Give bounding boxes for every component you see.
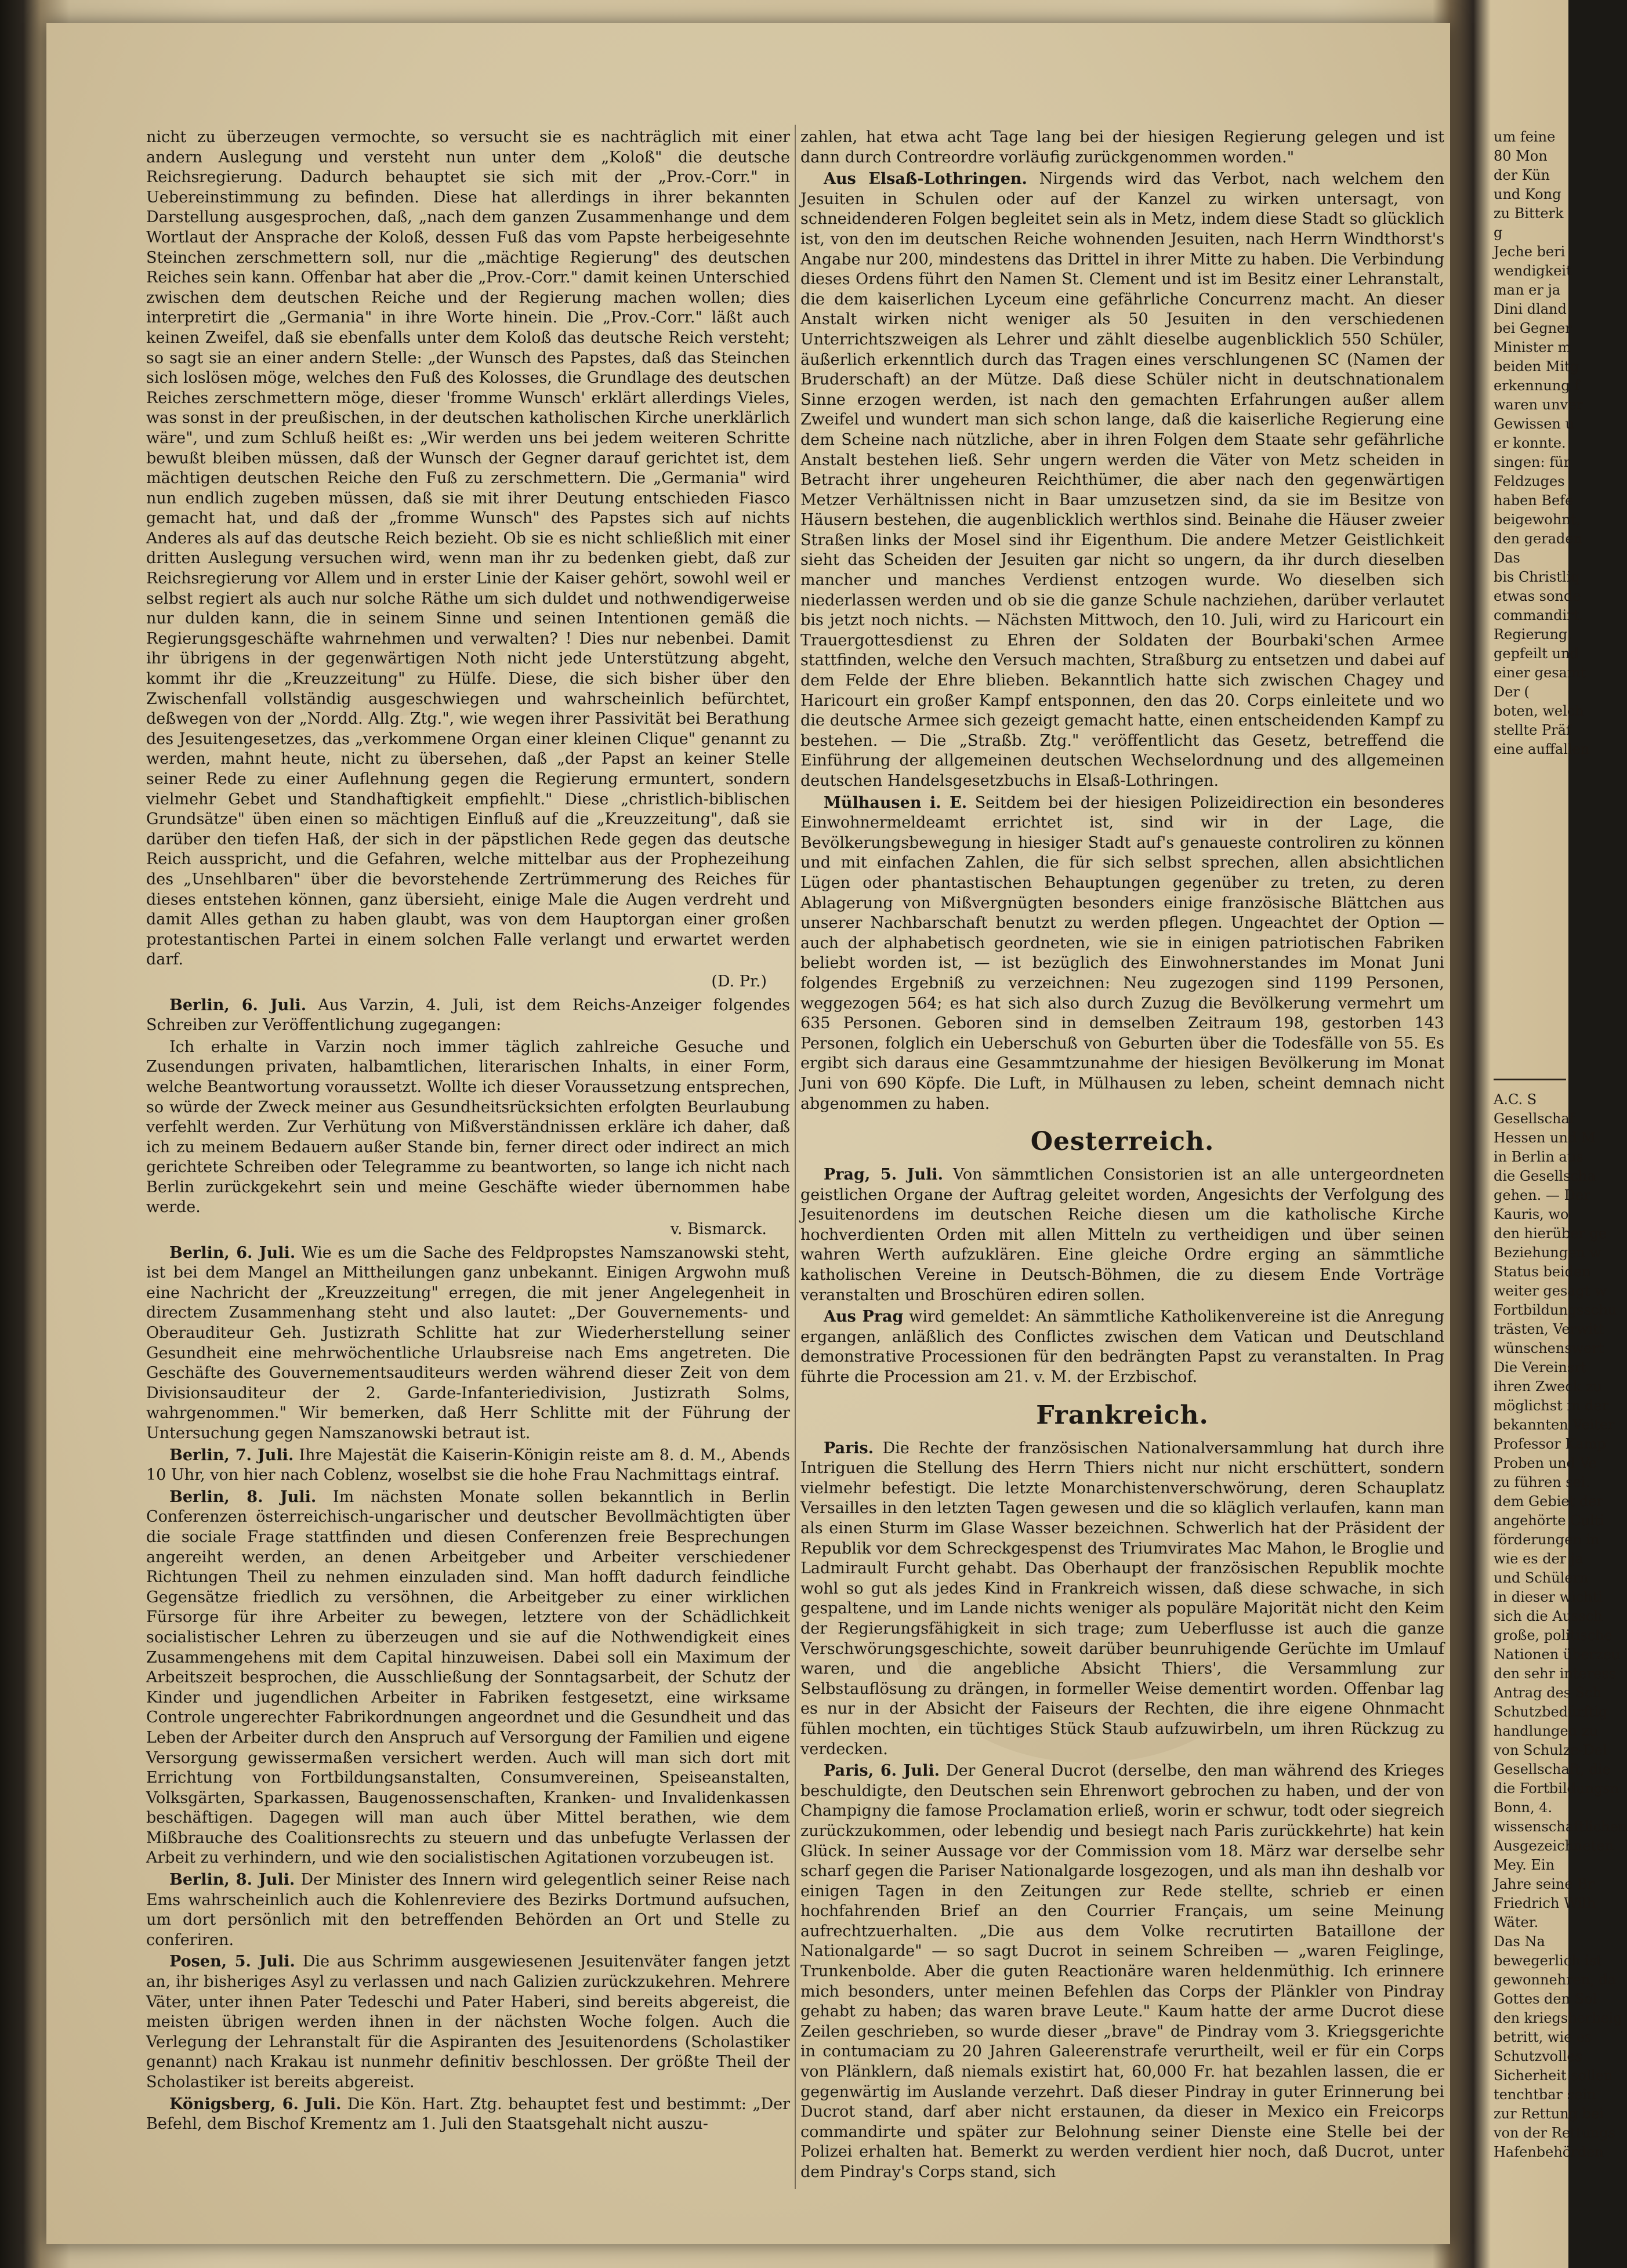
paragraph-text: wird gemeldet: An sämmtliche Katholikenvereine ist die Anregung ergangen, anläßlich des Conflictes zwischen dem Vatican und Deutschland demonstrative Processionen für den bedrängten Papst zu veranstalten. In Prag führte die Procession am 21. v. M. der Erzbischof. [800, 1308, 1444, 1387]
article-paragraph [800, 1307, 1444, 1387]
dateline: Posen, 5. Juli. [169, 1953, 295, 1971]
article-paragraph [800, 128, 1444, 168]
edge-text-line: Professor Kamp [1494, 1436, 1606, 1452]
edge-text-line: Ausgezeichneten [1494, 1838, 1614, 1854]
dateline: Berlin, 8. Juli. [169, 1487, 317, 1506]
edge-text-line: Schutzvolles [1494, 2048, 1582, 2064]
edge-text-line: wissenschaftlichen [1494, 1819, 1627, 1835]
edge-text-line: beiden Mitg [1494, 358, 1579, 375]
edge-text-line: bei Gegner [1494, 320, 1572, 336]
dateline: Berlin, 6. Juli. [169, 1243, 296, 1262]
edge-text-line: den kriegsherbeig [1494, 2010, 1622, 2026]
edge-text-line: wünschenswert [1494, 1340, 1604, 1356]
article-paragraph [146, 1487, 790, 1868]
edge-text-line: sich die Aussch [1494, 1608, 1603, 1624]
edge-text-line: Dini dland [1494, 301, 1567, 317]
edge-text-line: bewegerlich ist [1494, 1953, 1602, 1969]
paragraph-text: Der Minister des Innern wird gelegentlich seiner Reise nach Ems wahrscheinlich auch die Kohlenreviere des Bezirks Dortmund aufsuchen, um dort persönlich mit den betreffenden Behörden an Ort und Stelle zu conferiren. [146, 1871, 790, 1949]
edge-text-line: commandirt. [1494, 607, 1583, 623]
edge-text-line: Friedrich Wilh [1494, 1895, 1596, 1911]
edge-text-line: Antrag des Sch [1494, 1685, 1602, 1701]
article-paragraph [146, 1870, 790, 1950]
edge-text-line: wendigkeit [1494, 263, 1572, 279]
edge-text-line: man er ja [1494, 282, 1561, 298]
middle-column [800, 128, 1444, 2184]
edge-text-line: boten, welch [1494, 703, 1584, 719]
dateline: Paris, 6. Juli. [824, 1762, 940, 1780]
edge-text-line: Das [1494, 550, 1520, 566]
paragraph-text: Wie es um die Sache des Feldpropstes Namszanowski steht, ist bei dem Mangel an Mittheilungen ganz unbekannt. Einigen Argwohn muß eine Nachricht der „Kreuzzeitung" erregen, die mit jener Angelegenheit in directem Zusammenhang steht und also lautet: „Der Gouvernements- und Oberauditeur Geh. Justizrath Schlitte hat zur Wiederherstellung seiner Gesundheit eine mehrwöchentliche Urlaubsreise nach Ems angetreten. Die Geschäfte des Gouvernementsauditeurs werden während dieser Zeit von dem Divisionsauditeur der 2. Garde-Infanteriedivision, Justizrath Solms, wahrgenommen." Wir bemerken, daß Herr Schlitte mit der Führung der Untersuchung gegen Namszanowski betraut ist. [146, 1243, 790, 1442]
edge-text-line: von der Rettungs [1494, 2125, 1615, 2141]
edge-text-line: große, politische [1494, 1627, 1612, 1643]
edge-text-line: ihren Zweck zu [1494, 1378, 1603, 1395]
edge-text-line: Gewissen u [1494, 416, 1574, 432]
edge-text-line: trästen, Verwitt [1494, 1321, 1604, 1337]
edge-text-line: angehörte Culti [1494, 1512, 1605, 1529]
edge-text-line: tenchtbar sein [1494, 2086, 1596, 2103]
edge-text-line: gewonnehren, da [1494, 1972, 1617, 1988]
edge-text-line: gepfeilt und [1494, 645, 1579, 662]
edge-text-line: und Schülern [1494, 1570, 1589, 1586]
edge-text-line: wie es der ja [1494, 1551, 1583, 1567]
edge-text-line: handlungen zu [1494, 1723, 1598, 1739]
edge-text-line: förderungen in [1494, 1532, 1600, 1548]
edge-text-line: Fortbildungsschu [1494, 1302, 1617, 1318]
edge-text-line: weiter gesagt w [1494, 1283, 1607, 1299]
edge-text-line: Gesellschaf [1494, 1111, 1575, 1127]
edge-text-line: Status beiden [1494, 1264, 1591, 1280]
paragraph-text: Im nächsten Monate sollen bekanntlich in Berlin Conferenzen österreichisch-ungarischer und deutscher Bevollmächtigten über die sociale Frage stattfinden und diesen Conferenzen freie Besprechungen angereiht werden, an denen Arbeitgeber und Arbeiter verschiedener Richtungen Theil zu nehmen einzuladen sind. Man hofft dadurch feindliche Gegensätze friedlich zu versöhnen, die Arbeitgeber zu einer wirklichen Fürsorge für ihre Arbeiter zu bewegen, letztere von der Schädlichkeit socialistischer Lehren zu überzeugen und sie auf die Nothwendigkeit eines Zusammengehens mit dem Capital hinzuweisen. Dabei soll ein Maximum der Arbeitszeit besprochen, die Ausschließung der Sonntagsarbeit, der Schutz der Kinder und jugendlichen Arbeiter in Fabriken festgesetzt, eine wirksame Controle ungerechter Fabrikordnungen angeordnet und die Gesundheit und das Leben der Arbeiter durch den Anspruch auf Versorgung der Familien und eigene Versorgung gewissermaßen versichert werden. Auch will man sich dort mit Errichtung von Fortbildungsanstalten, Consumvereinen, Speiseanstalten, Volksgärten, Sparkassen, Baugenossenschaften, Kranken- und Invalidenkassen beschäftigen. Dagegen will man auch über Mittel berathen, wie dem Mißbrauche des Coalitionsrechts zu steuern und das unbefugte Verlassen der Arbeit zu verhindern, und wie den socialistischen Agitationen vorzubeugen ist. [146, 1487, 790, 1867]
edge-text-line: in dieser wichti [1494, 1589, 1603, 1605]
edge-text-line: beigewohnt, [1494, 511, 1581, 528]
edge-text-line: gehen. — Der [1494, 1187, 1590, 1203]
paragraph-text: Ich erhalte in Varzin noch immer täglich zahlreiche Gesuche und Zusendungen privaten, halbamtlichen, literarischen Inhalts, in einer Form, welche Beantwortung voraussetzt. Wollte ich dieser Voraussetzung entsprechen, so würde der Zweck meiner aus Gesundheitsrücksichten erfolgten Beurlaubung verfehlt werden. Zur Verhütung von Mißverständnissen erkläre ich daher, daß ich zu meinem Bedauern außer Stande bin, ferner direct oder indirect an mich gerichtete Schreiben oder Telegramme zu beantworten, so lange ich nicht nach Berlin zurückgekehrt sein und meine Geschäfte wieder übernommen habe werde. [146, 1037, 790, 1217]
dateline: Berlin, 7. Juli. [169, 1446, 294, 1464]
edge-text-line: Der ( [1494, 684, 1530, 700]
edge-text-line: den geraden [1494, 531, 1583, 547]
edge-text-line: Gesellschaft, die [1494, 1761, 1611, 1777]
edge-text-line: Gottes den Sol [1494, 1991, 1597, 2007]
edge-text-line: 80 Mon [1494, 148, 1548, 164]
edge-text-line: Minister m [1494, 339, 1571, 355]
edge-text-line: möglichst in der [1494, 1398, 1609, 1414]
edge-text-line: A.C. S [1494, 1091, 1537, 1108]
section-heading: Oesterreich. [1030, 1127, 1215, 1157]
paragraph-text: Ihre Majestät die Kaiserin-Königin reiste am 8. d. M., Abends 10 Uhr, von hier nach Coblenz, woselbst sie die hohe Frau Nachmittags eintraf. [146, 1446, 790, 1485]
edge-text-line: waren unver [1494, 397, 1583, 413]
edge-text-line: Jahre seine Br [1494, 1876, 1595, 1892]
edge-text-line: bis Christliq [1494, 569, 1580, 585]
dateline: Paris. [824, 1439, 874, 1457]
edge-text-line: er konnte. [1494, 435, 1566, 451]
paragraph-text: Die Rechte der französischen Nationalversammlung hat durch ihre Intriguen die Stellung des Herrn Thiers nicht nur nicht erschüttert, sondern vielmehr befestigt. Die letzte Monarchistenverschwörung, deren Schauplatz Versailles in den letzten Tagen gewesen und die so kläglich verlaufen, kann man als einen Sturm im Glase Wasser bezeichnen. Schwerlich hat der Präsident der Republik vor dem Schreckgespenst des Triumvirates Mac Mahon, le Broglie und Ladmirault Furcht gehabt. Das Oberhaupt der französischen Republik mochte wohl so gut als jedes Kind in Frankreich wissen, daß diese schwache, in sich gespaltene, und im Lande nichts weniger als populäre Majorität nicht den Keim der Regierungsfähigkeit in sich trage; zum Ueberflusse ist auch die ganze Verschwörungsgeschichte, soweit darüber beunruhigende Gerüchte im Umlauf waren, und die angebliche Absicht Thiers', die Versammlung zur Selbstauflösung zu drängen, in formeller Weise dementirt worden. Offenbar lag es nur in der Absicht der Faiseurs der Rechten, die ihre eigene Ohnmacht fühlen mochten, ein tüchtiges Stück Staub aufzuwirbeln, um ihren Rückzug zu verdecken. [800, 1439, 1444, 1758]
signature: v. Bismarck. [670, 1220, 767, 1239]
edge-text-line: die Gesellscha [1494, 1168, 1596, 1184]
section-heading: Frankreich. [1036, 1400, 1209, 1430]
edge-text-line: den sehr interess [1494, 1665, 1617, 1682]
paragraph-text: Aus Varzin, 4. Juli, ist dem Reichs-Anzeiger folgendes Schreiben zur Veröffentlichung zugegangen: [146, 996, 790, 1035]
edge-text-line: Kauris, wo [1494, 1206, 1569, 1222]
edge-text-line: singen: für [1494, 454, 1570, 470]
paragraph-text: Die aus Schrimm ausgewiesenen Jesuitenväter fangen jetzt an, ihr bisheriges Asyl zu verlassen und nach Galizien zurückzukehren. Mehrere Väter, unter ihnen Pater Tedeschi und Pater Haberi, sind bereits abgereist, die meisten übrigen werden ihnen in der nächsten Woche folgen. Auch die Verlegung der Lehranstalt für die Aspiranten des Jesuitenordens (Scholastiker genannt) nach Krakau ist nunmehr definitiv beschlossen. Der größte Theil der Scholastiker ist bereits abgereist. [146, 1953, 790, 2091]
edge-text-line: betritt, wie es [1494, 2029, 1592, 2045]
dateline: Berlin, 8. Juli. [169, 1871, 295, 1889]
edge-text-line: g [1494, 224, 1503, 241]
edge-text-line: Wäter. [1494, 1914, 1539, 1930]
article-paragraph [800, 169, 1444, 791]
edge-text-line: Feldzuges [1494, 473, 1565, 489]
edge-text-line: eine auffallen [1494, 741, 1590, 757]
edge-text-line: Bonn, 4. [1494, 1799, 1553, 1816]
article-paragraph [146, 1037, 790, 1218]
edge-text-line: von Schulze-Del [1494, 1742, 1607, 1758]
edge-text-line: zu Bitterk [1494, 205, 1564, 222]
edge-text-line: den hierüber ge [1494, 1225, 1607, 1242]
edge-text-line: Hessen und M [1494, 1130, 1596, 1146]
article-paragraph [146, 2095, 790, 2135]
paragraph-text: Seitdem bei der hiesigen Polizeidirection ein besonderes Einwohnermeldeamt errichtet ist, sind wir in der Lage, die Bevölkerungsbewegung in hiesiger Stadt auf's genaueste controliren zu können und mit einfachen Zahlen, die für sich selbst sprechen, allen absichtlichen Lügen oder phantastischen Behauptungen gegenüber zu treten, zu deren Ablagerung von Mißvergnügten besonders einige französische Blättchen aus unserer Nachbarschaft benutzt zu werden pflegen. Ungeachtet der Option — auch der alphabetisch geordneten, wie sie in einigen patriotischen Fabriken beliebt worden ist, — ist bezüglich des Einwohnerstandes im Monat Juni folgendes Ergebniß zu verzeichnen: Neu zugezogen sind 1199 Personen, weggezogen 564; es hat sich also durch Zuzug die Bevölkerung vermehrt um 635 Personen. Geboren sind in demselben Zeitraum 198, gestorben 143 Personen, folglich ein Ueberschuß von Geburten über die Todesfälle von 55. Es ergibt sich daraus eine Gesammtzunahme der hiesigen Bevölkerung im Monat Juni von 690 Köpfe. Die Luft, in Mülhausen zu leben, scheint demnach nicht abgenommen zu haben. [800, 793, 1444, 1113]
edge-text-line: erkennung f [1494, 378, 1580, 394]
edge-text-line: der Kün [1494, 167, 1550, 183]
dateline: Königsberg, 6. Juli. [169, 2095, 342, 2113]
column-rule [795, 125, 796, 2189]
edge-text-line: Das Na [1494, 1933, 1545, 1950]
right-page-edge-text [1494, 128, 1590, 759]
edge-text-line: Jeche beri [1494, 244, 1566, 260]
edge-text-line: bekannten Veiter [1494, 1417, 1615, 1433]
article-paragraph [146, 1446, 790, 1486]
edge-text-line: einer gesamt [1494, 665, 1586, 681]
article-paragraph [800, 1761, 1444, 2182]
article-paragraph [146, 128, 790, 970]
edge-text-line: Sicherheit sollen [1494, 2067, 1613, 2084]
right-page-edge-text-lower [1494, 1090, 1627, 2162]
edge-text-line: Die Vereinsrt [1494, 1359, 1587, 1376]
edge-text-line: etwas sonde [1494, 588, 1581, 604]
article-paragraph [146, 1243, 790, 1444]
paragraph-text: zahlen, hat etwa acht Tage lang bei der hiesigen Regierung gelegen und ist dann durch Contreordre vorläufig zurückgenommen worden." [800, 128, 1444, 166]
edge-text-line: in Berlin aus [1494, 1149, 1583, 1165]
article-paragraph [146, 1952, 790, 2092]
edge-text-line: Beziehungen w [1494, 1244, 1601, 1261]
signature: (D. Pr.) [711, 972, 767, 990]
paragraph-text: nicht zu überzeugen vermochte, so versucht sie es nachträglich mit einer andern Auslegung und versteht nun unter dem „Koloß" die deutsche Reichsregierung. Dadurch behauptet sie sich mit der „Prov.-Corr." in Uebereinstimmung zu befinden. Diese hat allerdings in ihrer bekannten Darstellung ausgesprochen, daß, „nach dem ganzen Zusammenhange und dem Wortlaut der Ansprache der Koloß, dessen Fuß das vom Papste herbeigesehnte Steinchen zerschmettern soll, nur die „mächtige Regierung" des deutschen Reiches sein kann. Offenbar hat aber die „Prov.-Corr." damit keinen Unterschied zwischen dem deutschen Reiche und der Regierung machen wollen; dies interpretirt die „Germania" in ihre Worte hinein. Die „Prov.-Corr." läßt auch keinen Zweifel, daß sie ebenfalls unter dem Koloß das deutsche Reich versteht; so sagt sie an einer andern Stelle: „der Wunsch des Papstes, daß das Steinchen sich loslösen möge, welches den Fuß des Kolosses, die Grundlage des deutschen Reiches zerschmettern möge, dieser 'fromme Wunsch' erklärt allerdings Vieles, was sonst in der preußischen, in der deutschen katholischen Kirche unerklärlich wäre", und zum Schluß heißt es: „Wir werden uns bei jedem weiteren Schritte bewußt bleiben müssen, daß der Wunsch der Gegner darauf gerichtet ist, dem mächtigen deutschen Reiche den Fuß zu zerschmettern. Die „Germania" wird nun endlich zugeben müssen, daß sie mit ihrer Deutung entschieden Fiasco gemacht hat, und daß der „fromme Wunsch" des Papstes sich auf nichts Anderes als auf das deutsche Reich bezieht. Ob sie es nicht schließlich mit einer dritten Auslegung versuchen wird, wenn man ihr zu bedenken giebt, daß zur Reichsregierung vor Allem und in erster Linie der Kaiser gehört, sowohl weil er selbst regiert als auch nur solche Räthe um sich duldet und nothwendigerweise nur dulden kann, die in seinem Sinne und seinen Intentionen gemäß die Regierungsgeschäfte wahrnehmen und verwalten? ! Dies nur nebenbei. Damit ihr übrigens in der gegenwärtigen Noth nicht jede Unterstützung abgeht, kommt ihr die „Kreuzzeitung" zu Hülfe. Diese, die sich bisher über den Zwischenfall vollständig ausgeschwiegen und wahrscheinlich befürchtet, deßwegen von der „Nordd. Allg. Ztg.", wie wegen ihrer Passivität bei Berathung des Jesuitengesetzes, das „verkommene Organ einer kleinen Clique" genannt zu werden, mahnt heute, nicht zu übersehen, daß „der Papst an keiner Stelle seiner Rede zu einer Auflehnung gegen die Regierung ermuntert, sondern vielmehr Gebet und Standhaftigkeit empfiehlt." Diese „christlich-biblischen Grundsätze" üben einen so mächtigen Einfluß auf die „Kreuzzeitung", daß sie darüber den tiefen Haß, der sich in der päpstlichen Rede gegen das deutsche Reich ausspricht, und die Gefahren, welche mittelbar aus der Prophezeihung des „Unsehlbaren" über die bevorstehende Zertrümmerung des Reiches für dieses entstehen können, ganz übersieht, einige Male die Augen verdreht und damit Alles gethan zu haben glaubt, was von dem Hauptorgan einer großen protestantischen Partei in einem solchen Falle verlangt und erwartet werden darf. [146, 128, 790, 969]
paragraph-text: Nirgends wird das Verbot, nach welchem den Jesuiten in Schulen oder auf der Kanzel zu wirken untersagt, von schneidenderen Folgen begleitet sein als in Metz, indem diese Stadt so glücklich ist, von den im deutschen Reiche wohnenden Jesuiten, nach Herrn Windthorst's Angabe nur 200, mindestens das Drittel in ihrer Mitte zu haben. Die Verbindung dieses Ordens führt den Namen St. Clement und ist im Besitz einer Lehranstalt, die dem kaiserlichen Lyceum eine gefährliche Concurrenz macht. An dieser Anstalt wirken nicht weniger als 50 Jesuiten in den verschiedenen Unterrichtszweigen als Lehrer und zählt dieselbe augenblicklich 550 Schüler, äußerlich erkenntlich durch das Tragen eines verschlungenen SC (Namen der Bruderschaft) an der Mütze. Daß diese Schüler nicht in deutschnationalem Sinne erzogen werden, ist nach den gemachten Erfahrungen außer allem Zweifel und wundert man sich schon lange, daß die kaiserliche Regierung eine dem Scheine nach nützliche, aber in ihren Folgen dem Staate sehr gefährliche Anstalt bestehen ließ. Sehr ungern werden die Väter von Metz scheiden in Betracht ihrer ungeheuren Reichthümer, die aber nach den gegenwärtigen Metzer Verhältnissen nicht in Baar umzusetzen sind, da sie im Besitze von Häusern bestehen, die augenblicklich werthlos sind. Beinahe die Häuser zweier Straßen links der Mosel sind ihr Eigenthum. Die andere Metzer Geistlichkeit sieht das Scheiden der Jesuiten gar nicht so ungern, da ihr durch dieselben mancher und manches Verdienst entzogen wurde. Wo dieselben sich niederlassen werden und ob sie die ganze Schule nachziehen, darüber verlautet bis jetzt noch nichts. — Nächsten Mittwoch, den 10. Juli, wird zu Haricourt ein Trauergottesdienst zu Ehren der Soldaten der Bourbaki'schen Armee stattfinden, welche den Versuch machten, Straßburg zu entsetzen und dabei auf dem Felde der Ehre blieben. Bekanntlich hatte sich zwischen Chagey und Haricourt ein großer Kampf entsponnen, den das 20. Corps einleitete und wo die deutsche Armee sich gezeigt gemacht hatte, einen entscheidenden Kampf zu bestehen. — Die „Straßb. Ztg." veröffentlicht das Gesetz, betreffend die Einführung der allgemeinen deutschen Wechselordnung und des allgemeinen deutschen Handelsgesetzbuchs in Elsaß-Lothringen. [800, 170, 1444, 790]
article-paragraph [800, 1165, 1444, 1305]
dateline: Aus Prag [824, 1308, 904, 1326]
edge-text-line: haben Befe [1494, 492, 1574, 509]
dateline: Mülhausen i. E. [824, 793, 967, 812]
dateline: Prag, 5. Juli. [824, 1166, 944, 1184]
dateline: Berlin, 6. Juli. [169, 996, 307, 1014]
edge-text-line: Hafenbehörden [1494, 2144, 1604, 2160]
article-paragraph [800, 1439, 1444, 1760]
edge-text-line: Mey. Ein [1494, 1857, 1555, 1873]
edge-text-line: die Fortbildungsn [1494, 1780, 1619, 1797]
edge-text-line: stellte Präf [1494, 722, 1571, 738]
paragraph-text: Von sämmtlichen Consistorien ist an alle untergeordneten geistlichen Organe der Auftrag geleitet worden, Angesichts der Verfolgung des Jesuitenordens im deutschen Reiche diesen um die katholische Kirche hochverdienten Orden mit allen Mitteln zu vertheidigen und über seinen wahren Werth aufzuklären. Eine gleiche Ordre erging an sämmtliche katholischen Vereine in Deutsch-Böhmen, die zu diesem Ende Vorträge veranstalten und Broschüren ediren sollen. [800, 1166, 1444, 1304]
edge-text-line: Proben und Ve [1494, 1455, 1597, 1471]
dateline: Aus Elsaß-Lothringen. [824, 170, 1027, 188]
edge-text-line: Schutzbedürftig [1494, 1704, 1608, 1720]
edge-text-line: Nationen überzeu [1494, 1646, 1621, 1663]
article-paragraph [800, 793, 1444, 1115]
edge-text-line: zur Rettung bei [1494, 2106, 1604, 2122]
paragraph-text: Der General Ducrot (derselbe, den man während des Krieges beschuldigte, den Deutschen sein Ehrenwort gebrochen zu haben, und der von Champigny die famose Proclamation erließ, worin er schwur, todt oder siegreich zurückzukommen, oder lebendig und besiegt nach Paris zurückkehrte) hat kein Glück. In seiner Aussage vor der Commission vom 18. März war derselbe sehr scharf gegen die Pariser Nationalgarde losgezogen, und als man ihn deshalb vor einigen Tagen in den Zeitungen zur Rede stellte, schrieb er einen hochfahrenden Brief an den Courrier Français, um seine Meinung aufrechtzuerhalten. „Die aus dem Volke recrutirten Bataillone der Nationalgarde" — so sagt Ducrot in seinem Schreiben — „waren Feiglinge, Trunkenbolde. Aber die guten Reactionäre waren heldenmüthig. Ich erinnere mich besonders, unter meinen Befehlen das Corps der Plänkler von Pindray gehabt zu haben; das waren brave Leute." Kaum hatte der arme Ducrot diese Zeilen geschrieben, so wurde dieser „brave" de Pindray vom 3. Kriegsgerichte in contumaciam zu 20 Jahren Galeerenstrafe verurtheilt, weil er für ein Corps von Plänklern, daß niemals existirt hat, 60,000 Fr. hat bezahlen lassen, die er gegenwärtig im Auslande verzehrt. Daß dieser Pindray in guter Erinnerung bei Ducrot stand, darf aber nicht erstaunen, da dieser in Mexico ein Freicorps commandirte und später zur Belohnung seiner Dienste eine Stelle bei der Polizei erhalten hat. Bemerkt zu werden verdient hier noch, daß Ducrot, unter dem Pindray's Corps stand, sich [800, 1762, 1444, 2181]
edge-text-line: dem Gebiet der [1494, 1493, 1603, 1509]
left-column [146, 128, 790, 2136]
article-paragraph [146, 996, 790, 1036]
edge-text-line: um feine [1494, 129, 1556, 145]
paragraph-text: Die Kön. Hart. Ztg. behauptet fest und bestimmt: „Der Befehl, dem Bischof Krementz am 1. Juli den Staatsgehalt nicht auszu- [146, 2095, 790, 2133]
edge-text-line: Regierung. [1494, 626, 1572, 643]
edge-text-line: zu führen sei. [1494, 1474, 1590, 1490]
edge-text-line: und Kong [1494, 186, 1561, 202]
right-strip-rule [1494, 1079, 1566, 1080]
